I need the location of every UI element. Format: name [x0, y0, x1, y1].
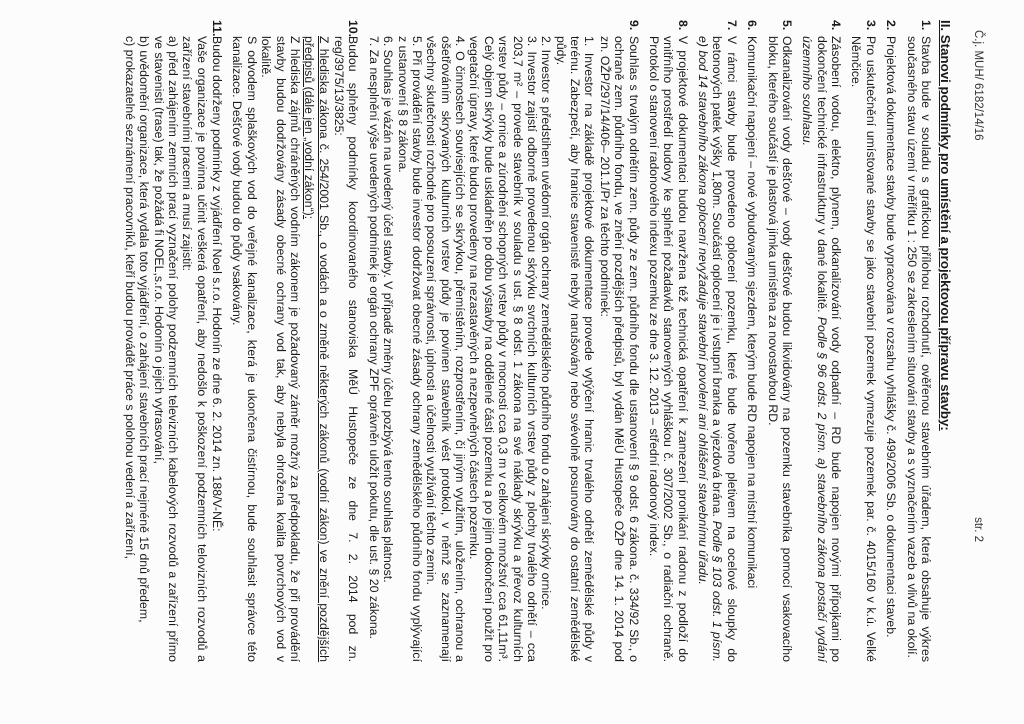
sub-condition-title: Vaše organizace je povinna učinit veškerá opatření, aby nedošlo k poškození podzemních telovizních rozvodů a zařízení stavebními pracemi a musí zajistit: [180, 36, 209, 662]
sub-condition: 7. Za nesplnění výše uvedených podmínek je orgán ochrany ZPF oprávněn uložit pokutu, dle ust. § 20 zákona. [366, 36, 381, 639]
sub-condition: c) prokazatelné seznámení pracovníků, kteří budou provádět práce s polohou vedení a zařízení, [122, 36, 137, 559]
condition-item: 8. V projektové dokumentaci budou navržena též technická opatření k zamezení pronikání radonu z podloží do vnitřního prostředí budovy ke splnění požadavků stanovených vyhláškou č. 307/2002 Sb., o radiační ochraně. Protokol o stanovení radonového indexu pozemku ze dne 3. 12. 2013 – střední radonový index. [647, 20, 690, 662]
condition-item: 3. Pro uskutečnění umístované stavby se jako stavební pozemek vymezuje pozemek par. č. 4015/160 v k.ú. Velké Němčice. [849, 20, 878, 662]
page-header [971, 30, 984, 542]
condition-item: 7. V rámci stavby bude provedeno oplocení pozemku, které bude tvořeno pletivem na ocelové sloupky do betonových patek výšky 1,80m. Součástí oplocení je i vstupní branka a vjezdová brána. Podle § 103 odst. 1 písm. e) bod 14 stavebního zákona oplocení nevyžaduje stavební povolení ani ohlášení stavebnímu úřadu. [696, 20, 739, 662]
condition-item: 10. Budou splněny podmínky koordinovaného stanoviska MěÚ Hustopeče ze dne 7. 2. 2014 pod zn. reg/3975/13/3825: Z hlediska zákona č. 254/2001 Sb., o vodách a o změně některých zákonů (vodní zákon) ve znění pozdějších předpisů (dále jen „vodní zákon“): Z hlediska zájmů chráněných vodním zákonem je požadovaný záměr možný za předpokladu, že při provádění stavby budou dodržovány zásady obecné ochrany vod tak, aby nebyla ohrožena kvalita povrchových vod v lokalitě. S odvodem splaškových vod do veřejné kanalizace, která je ukončena čistírnou, bude souhlasit správce této kanalizace. Dešťové vody budou do půdy vsakovány. [230, 20, 361, 662]
reference-number: Č.j. MUH/ 6182/14/16 [972, 30, 984, 141]
sub-condition: 1. Investor na základě projektové dokumentace provede vytýčení hranic trvalého odnětí zemědělské půdy v terénu. Zabezpečí, aby hranice stavenistě nebyly narušovány nebo svévolně posunovány do ostatní zemědělské půdy. [553, 36, 597, 662]
sub-condition: S odvodem splaškových vod do veřejné kanalizace, která je ukončena čistírnou, bude souhlasit správce této kanalizace. Dešťové vody budou do půdy vsakovány. [230, 36, 259, 662]
conditions-list [123, 20, 934, 662]
sub-condition: b) uvědomění organizace, která vydala toto vyjádření, o zahájení stavebních prací nejméně 15 dnů předem, [137, 36, 152, 623]
condition-item: 2. Projektová dokumentace stavby bude vypracována v rozsahu vyhlášky č. 499/2006 Sb. o dokumentaci staveb. [884, 20, 899, 638]
condition-item: 1. Stavba bude v souladu s grafickou přílohou rozhodnutí, ověřenou stavebním úřadem, která obsahuje výkres současného stavu území v měřítku 1 : 250 se zakreslením situování stavby a s vyznačením vazeb a vlivů na okolí. [904, 20, 933, 662]
sub-condition: 2. Investor s předstihem uvědomí orgán ochrany zemědělského půdního fondu o zahájení skrývky ornice. [539, 36, 554, 610]
sub-conditions-list [123, 36, 209, 662]
sub-conditions-list [367, 36, 597, 662]
sub-conditions-list [230, 36, 331, 662]
page-number: str. 2 [972, 517, 984, 542]
section-title: II. Stanovi podmínky pro umístění a projektovou přípravu stavby: [937, 20, 953, 431]
sub-condition: Z hlediska zájmů chráněných vodním zákonem je požadovaný záměr možný za předpokladu, že při provádění stavby budou dodržovány zásady obecné ochrany vod tak, aby nebyla ohrožena kvalita povrchových vod v lokalitě. [259, 36, 302, 662]
condition-item: 11. Budou dodrženy podmínky z vyjádření Noel s.r.o. Hodonín ze dne 6. 2. 2014 zn. 188/V-NĚ: Vaše organizace je povinna učinit veškerá opatření, aby nedošlo k poškození podzemních telovizních rozvodů a zařízení stavebními pracemi a musí zajistit: a) před zahájením zemních prací vyznačení polohy podzemních televizních kabelových rozvodů a zařízení přímo ve stavenisti (trase) tak, že požádá fi NOEL,s.r.o. Hodonín o jejich vytrasování, b) uvědomění organizace, která vydala toto vyjádření, o zahájení stavebních prací nejméně 15 dnů předem, c) prokazatelné seznámení pracovníků, kteří budou provádět práce s polohou vedení a zařízení, [122, 20, 225, 662]
sub-condition: 4. O činnostech souvisejících se skrývkou, přemístěním, rozprostřením, či jiným využitím, uložením, ochranou a ošetřováním skrývaných kulturních vrstev půdy je povinen stavebník vést protokol, v němž se zaznamenají všechny skutečnosti rozhodné pro posouzení správnosti, úplnosti a účelnosti využívání těchto zemin. [424, 36, 468, 662]
condition-item: 6. Komunikační napojení – nové vybudovaným sjezdem, kterým bude RD napojen na místní komunikaci [745, 20, 760, 589]
sub-condition: 5. Při provádění stavby bude investor dodržovat obecné zásady ochrany zemědělského půdního fondu vyplývající z ustanovení § 8 zákona. [395, 36, 424, 662]
condition-item: 9. Souhlas s trvalým odnětím zem. půdy ze zem. půdního fondu dle ustanovení § 9 odst. 6 zákona. č. 334/92 Sb., o ochraně zem. půdního fondu, ve znění pozdějších předpisů, byl vydán MěÚ Hustopeče OŽP dne 14. 1. 2014 pod zn. OŽP/297/14/406– 201.1/Pr za těchto podmínek: 1. Investor na základě projektové dokumentace provede vytýčení hranic trvalého odnětí zemědělské půdy v terénu. Zabezpečí, aby hranice stavenistě nebyly narušovány nebo svévolně posunovány do ostatní zemědělské půdy. 2. Investor s předstihem uvědomí orgán ochrany zemědělského půdního fondu o zahájení skrývky ornice. 3. Investor zajistí odborně provedenou skrývku svrchních kulturních vrstev půdy z plochy trvalého odnětí – cca 203,7 m² – provede stavebník v souladu s ust. § 8 odst. 1 zákona na své náklady skrývku a převoz kulturních vrstev půdy – ornice a zúrodnění schopných vrstev půdy v mocnosti cca 0,3 m v celkovém množství cca 61,11m³. Celý objem skrývky bude uskladněn po dobu výstavby na oddělené části pozemku a po jejím dokončení použit pro vegetační úpravy, které budou provedeny na nezastavěných a nezpevněných částech pozemku. 4. O činnostech souvisejících se skrývkou, přemístěním, rozprostřením, či jiným využitím, uložením, ochranou a ošetřováním skrývaných kulturních vrstev půdy je povinen stavebník vést protokol, v němž se zaznamenají všechny skutečnosti rozhodné pro posouzení správnosti, úplnosti a účelnosti využívání těchto zemin. 5. Při provádění stavby bude investor dodržovat obecné zásady ochrany zemědělského půdního fondu vyplývající z ustanovení § 8 zákona. 6. Souhlas je vázán na uvedený účel stavby. V případě změny účelu pozbývá tento souhlas platnost. 7. Za nesplnění výše uvedených podmínek je orgán ochrany ZPF oprávněn uložit pokutu, dle ust. § 20 zákona. [366, 20, 641, 662]
condition-item: 4. Zásobení vodou, elektro, plynem, odkanalizování vody odpadní – RD bude napojen novými přípojkami po dokončení technické infrastruktury v dané lokalitě. Podle § 96 odst. 2 písm. a) stavebního zákona postačí vydání územního souhlasu. [800, 20, 844, 662]
condition-item: 5. Odkanalizování vody dešťové – vody dešťové budou likvidovány na pozemku stavebníka pomocí vsakovacího bloku, kterého součástí je plastová jímka umístěna za novostavbou RD. [765, 20, 794, 662]
sub-condition: 6. Souhlas je vázán na uvedený účel stavby. V případě změny účelu pozbývá tento souhlas platnost. [381, 36, 396, 583]
sub-condition: a) před zahájením zemních prací vyznačení polohy podzemních televizních kabelových rozvodů a zařízení přímo ve stavenisti (trase) tak, že požádá fi NOEL,s.r.o. Hodonín o jejich vytrasování, [151, 36, 180, 662]
sub-condition-title: Z hlediska zákona č. 254/2001 Sb., o vodách a o změně některých zákonů (vodní zákon) ve znění pozdějších předpisů (dále jen „vodní zákon“): [302, 36, 331, 662]
sub-condition: 3. Investor zajistí odborně provedenou skrývku svrchních kulturních vrstev půdy z plochy trvalého odnětí – cca 203,7 m² – provede stavebník v souladu s ust. § 8 odst. 1 zákona na své náklady skrývku a převoz kulturních vrstev půdy – ornice a zúrodnění schopných vrstev půdy v mocnosti cca 0,3 m v celkovém množství cca 61,11m³. Celý objem skrývky bude uskladněn po dobu výstavby na oddělené části pozemku a po jejím dokončení použit pro vegetační úpravy, které budou provedeny na nezastavěných a nezpevněných částech pozemku. [467, 36, 539, 662]
